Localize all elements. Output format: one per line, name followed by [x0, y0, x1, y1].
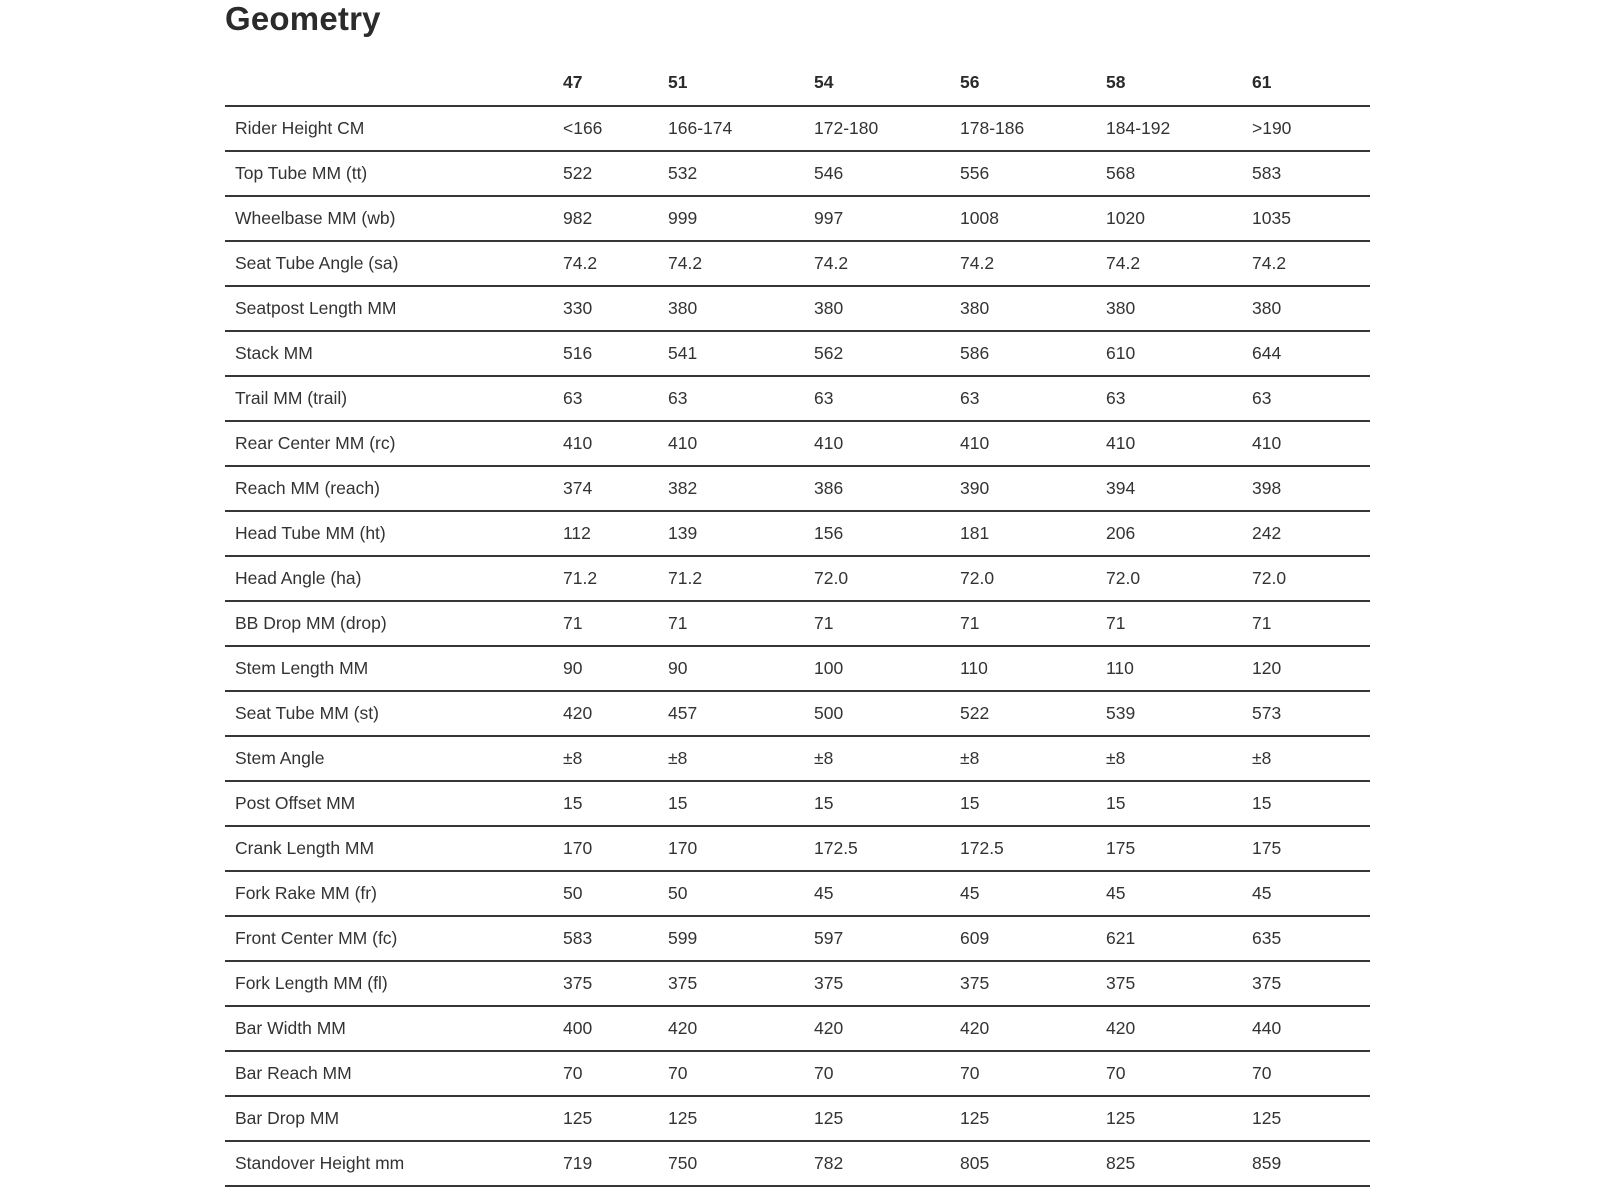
table-cell: 398: [1242, 466, 1370, 511]
table-cell: 74.2: [1242, 241, 1370, 286]
table-row: [225, 196, 1370, 241]
table-cell: 394: [1096, 466, 1242, 511]
table-cell: >190: [1242, 106, 1370, 151]
table-row: [225, 376, 1370, 421]
table-cell: 420: [658, 1006, 804, 1051]
table-cell: 125: [658, 1096, 804, 1141]
table-cell: 380: [804, 286, 950, 331]
table-cell: 139: [658, 511, 804, 556]
row-label: Standover Height mm: [225, 1141, 553, 1186]
table-cell: 375: [658, 961, 804, 1006]
table-cell: 71.2: [658, 556, 804, 601]
table-cell: 172-180: [804, 106, 950, 151]
table-cell: 90: [658, 646, 804, 691]
table-row: [225, 826, 1370, 871]
table-cell: 420: [804, 1006, 950, 1051]
table-cell: 242: [1242, 511, 1370, 556]
row-label: Trail MM (trail): [225, 376, 553, 421]
row-label: Seat Tube MM (st): [225, 691, 553, 736]
table-cell: 522: [553, 151, 658, 196]
table-cell: 539: [1096, 691, 1242, 736]
table-cell: 100: [804, 646, 950, 691]
row-label: Seatpost Length MM: [225, 286, 553, 331]
table-row: [225, 511, 1370, 556]
table-cell: 15: [1096, 781, 1242, 826]
row-label: Fork Rake MM (fr): [225, 871, 553, 916]
table-cell: 330: [553, 286, 658, 331]
table-cell: ±8: [1096, 736, 1242, 781]
table-cell: ±8: [950, 736, 1096, 781]
table-cell: 420: [1096, 1006, 1242, 1051]
row-label: Stem Angle: [225, 736, 553, 781]
table-row: [225, 556, 1370, 601]
table-cell: 583: [1242, 151, 1370, 196]
table-cell: 71: [1096, 601, 1242, 646]
table-cell: 999: [658, 196, 804, 241]
row-label: Crank Length MM: [225, 826, 553, 871]
table-cell: 125: [553, 1096, 658, 1141]
table-cell: 410: [1096, 421, 1242, 466]
table-row: [225, 1006, 1370, 1051]
table-cell: 156: [804, 511, 950, 556]
table-cell: 125: [1242, 1096, 1370, 1141]
table-cell: 380: [950, 286, 1096, 331]
table-cell: 15: [553, 781, 658, 826]
table-row: [225, 151, 1370, 196]
table-cell: 609: [950, 916, 1096, 961]
table-cell: 72.0: [1242, 556, 1370, 601]
table-cell: 63: [658, 376, 804, 421]
table-cell: 375: [553, 961, 658, 1006]
table-cell: 70: [804, 1051, 950, 1096]
table-cell: 70: [950, 1051, 1096, 1096]
table-cell: 621: [1096, 916, 1242, 961]
table-cell: 410: [658, 421, 804, 466]
row-label: BB Drop MM (drop): [225, 601, 553, 646]
table-cell: 63: [804, 376, 950, 421]
table-cell: 71: [804, 601, 950, 646]
row-label: Front Center MM (fc): [225, 916, 553, 961]
table-row: [225, 331, 1370, 376]
table-cell: 719: [553, 1141, 658, 1186]
table-cell: ±8: [553, 736, 658, 781]
table-cell: 457: [658, 691, 804, 736]
table-row: [225, 781, 1370, 826]
table-cell: 859: [1242, 1141, 1370, 1186]
table-cell: 175: [1242, 826, 1370, 871]
table-cell: 71: [658, 601, 804, 646]
table-cell: 573: [1242, 691, 1370, 736]
table-cell: 70: [1096, 1051, 1242, 1096]
table-cell: 644: [1242, 331, 1370, 376]
table-cell: 375: [1096, 961, 1242, 1006]
row-label: Rider Height CM: [225, 106, 553, 151]
page-title: Geometry: [225, 0, 381, 37]
table-cell: ±8: [804, 736, 950, 781]
table-cell: 440: [1242, 1006, 1370, 1051]
table-cell: 70: [658, 1051, 804, 1096]
table-cell: <166: [553, 106, 658, 151]
table-cell: 45: [950, 871, 1096, 916]
table-cell: 380: [1242, 286, 1370, 331]
table-cell: 72.0: [804, 556, 950, 601]
row-label: Rear Center MM (rc): [225, 421, 553, 466]
table-cell: 63: [553, 376, 658, 421]
table-cell: 380: [1096, 286, 1242, 331]
table-row: [225, 241, 1370, 286]
table-cell: 172.5: [804, 826, 950, 871]
table-row: [225, 466, 1370, 511]
table-cell: 375: [804, 961, 950, 1006]
table-cell: 74.2: [950, 241, 1096, 286]
header-spacer-cell: [225, 40, 553, 106]
table-row: [225, 691, 1370, 736]
table-cell: 825: [1096, 1141, 1242, 1186]
table-cell: 63: [950, 376, 1096, 421]
row-label: Bar Width MM: [225, 1006, 553, 1051]
table-cell: 63: [1096, 376, 1242, 421]
table-cell: 386: [804, 466, 950, 511]
table-cell: 50: [658, 871, 804, 916]
table-cell: 110: [1096, 646, 1242, 691]
table-cell: 178-186: [950, 106, 1096, 151]
table-cell: 45: [804, 871, 950, 916]
table-cell: 375: [950, 961, 1096, 1006]
table-cell: 982: [553, 196, 658, 241]
table-cell: 599: [658, 916, 804, 961]
table-row: [225, 1141, 1370, 1186]
table-row: [225, 286, 1370, 331]
table-cell: 556: [950, 151, 1096, 196]
table-cell: 45: [1242, 871, 1370, 916]
table-cell: 782: [804, 1141, 950, 1186]
row-label: Stem Length MM: [225, 646, 553, 691]
table-cell: ±8: [1242, 736, 1370, 781]
row-label: Head Tube MM (ht): [225, 511, 553, 556]
table-row: [225, 1051, 1370, 1096]
table-cell: 71.2: [553, 556, 658, 601]
table-cell: 125: [804, 1096, 950, 1141]
table-cell: 166-174: [658, 106, 804, 151]
table-row: [225, 421, 1370, 466]
table-row: [225, 1096, 1370, 1141]
column-header-51: 51: [658, 40, 804, 106]
column-header-56: 56: [950, 40, 1096, 106]
table-cell: 90: [553, 646, 658, 691]
table-cell: 516: [553, 331, 658, 376]
table-cell: 410: [1242, 421, 1370, 466]
table-cell: 750: [658, 1141, 804, 1186]
table-row: [225, 601, 1370, 646]
table-cell: 635: [1242, 916, 1370, 961]
table-row: [225, 106, 1370, 151]
table-cell: 71: [950, 601, 1096, 646]
table-cell: 15: [950, 781, 1096, 826]
table-cell: 74.2: [553, 241, 658, 286]
table-cell: 112: [553, 511, 658, 556]
table-cell: 71: [1242, 601, 1370, 646]
table-cell: 172.5: [950, 826, 1096, 871]
row-label: Post Offset MM: [225, 781, 553, 826]
row-label: Top Tube MM (tt): [225, 151, 553, 196]
table-cell: 562: [804, 331, 950, 376]
table-cell: 110: [950, 646, 1096, 691]
geometry-table: [225, 40, 1370, 1187]
table-cell: 125: [1096, 1096, 1242, 1141]
table-cell: 1035: [1242, 196, 1370, 241]
table-cell: 997: [804, 196, 950, 241]
row-label: Bar Drop MM: [225, 1096, 553, 1141]
table-row: [225, 961, 1370, 1006]
table-cell: 420: [553, 691, 658, 736]
table-cell: 125: [950, 1096, 1096, 1141]
table-cell: 63: [1242, 376, 1370, 421]
table-cell: 170: [553, 826, 658, 871]
table-cell: 72.0: [1096, 556, 1242, 601]
table-row: [225, 736, 1370, 781]
table-cell: 15: [658, 781, 804, 826]
table-cell: 380: [658, 286, 804, 331]
table-cell: 610: [1096, 331, 1242, 376]
table-cell: 71: [553, 601, 658, 646]
table-cell: 500: [804, 691, 950, 736]
table-cell: 15: [1242, 781, 1370, 826]
table-cell: 70: [553, 1051, 658, 1096]
row-label: Head Angle (ha): [225, 556, 553, 601]
column-header-58: 58: [1096, 40, 1242, 106]
table-cell: 420: [950, 1006, 1096, 1051]
table-cell: 410: [804, 421, 950, 466]
table-cell: 74.2: [658, 241, 804, 286]
row-label: Reach MM (reach): [225, 466, 553, 511]
table-cell: 45: [1096, 871, 1242, 916]
table-cell: 546: [804, 151, 950, 196]
table-cell: 375: [1242, 961, 1370, 1006]
table-cell: 597: [804, 916, 950, 961]
table-cell: 74.2: [1096, 241, 1242, 286]
table-cell: 382: [658, 466, 804, 511]
table-row: [225, 871, 1370, 916]
table-cell: 120: [1242, 646, 1370, 691]
table-cell: 374: [553, 466, 658, 511]
table-cell: 175: [1096, 826, 1242, 871]
table-cell: 70: [1242, 1051, 1370, 1096]
table-cell: 586: [950, 331, 1096, 376]
table-cell: 583: [553, 916, 658, 961]
table-cell: 170: [658, 826, 804, 871]
table-cell: 541: [658, 331, 804, 376]
table-cell: 400: [553, 1006, 658, 1051]
table-cell: 1020: [1096, 196, 1242, 241]
row-label: Seat Tube Angle (sa): [225, 241, 553, 286]
header-row: [225, 40, 1370, 106]
table-cell: 184-192: [1096, 106, 1242, 151]
table-row: [225, 646, 1370, 691]
table-cell: 410: [553, 421, 658, 466]
table-cell: 206: [1096, 511, 1242, 556]
table-cell: 50: [553, 871, 658, 916]
table-row: [225, 916, 1370, 961]
table-cell: 390: [950, 466, 1096, 511]
row-label: Bar Reach MM: [225, 1051, 553, 1096]
row-label: Fork Length MM (fl): [225, 961, 553, 1006]
table-cell: 1008: [950, 196, 1096, 241]
row-label: Wheelbase MM (wb): [225, 196, 553, 241]
table-cell: 74.2: [804, 241, 950, 286]
table-cell: 72.0: [950, 556, 1096, 601]
column-header-47: 47: [553, 40, 658, 106]
table-cell: 532: [658, 151, 804, 196]
row-label: Stack MM: [225, 331, 553, 376]
table-cell: ±8: [658, 736, 804, 781]
table-cell: 181: [950, 511, 1096, 556]
column-header-61: 61: [1242, 40, 1370, 106]
table-cell: 522: [950, 691, 1096, 736]
table-cell: 410: [950, 421, 1096, 466]
table-cell: 805: [950, 1141, 1096, 1186]
column-header-54: 54: [804, 40, 950, 106]
table-cell: 15: [804, 781, 950, 826]
table-cell: 568: [1096, 151, 1242, 196]
